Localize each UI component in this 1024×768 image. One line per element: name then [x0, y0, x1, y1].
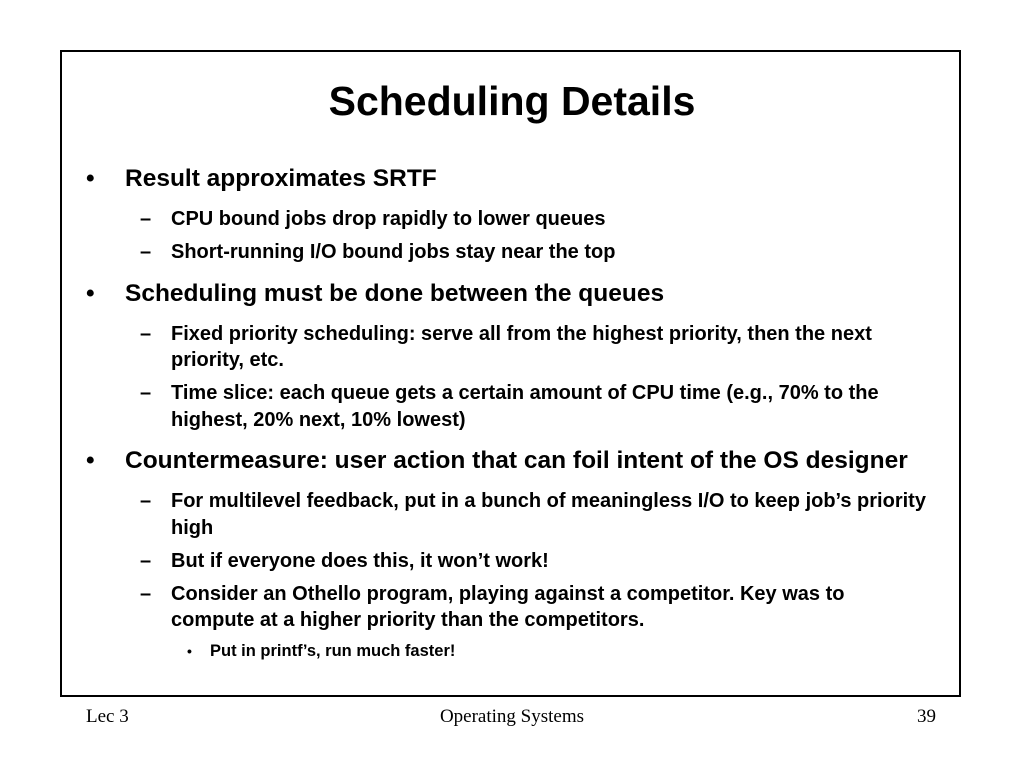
sub-bullet-item	[140, 380, 931, 433]
dash-marker: –	[140, 582, 152, 605]
sub-bullet-text: Fixed priority scheduling: serve all from the highest priority, then the next priority, etc.	[171, 322, 872, 371]
dash-marker: –	[140, 549, 152, 572]
bullet-marker: •	[187, 643, 192, 659]
sub-bullet-text: For multilevel feedback, put in a bunch of meaningless I/O to keep job’s priority high	[171, 490, 926, 539]
slide-title: Scheduling Details	[328, 78, 696, 124]
slide-content	[82, 162, 932, 673]
bullet-text: Scheduling must be done between the queues	[125, 279, 665, 307]
bullet-marker: •	[86, 165, 95, 192]
bullet-marker: •	[86, 447, 95, 474]
bullet-text: Countermeasure: user action that can foil intent of the OS designer	[125, 447, 908, 474]
sub-bullet-text: CPU bound jobs drop rapidly to lower queues	[171, 208, 606, 230]
dash-marker: –	[140, 490, 152, 512]
sub-bullet-item	[140, 321, 931, 374]
sub-bullet-item	[140, 581, 931, 634]
sub-bullet-item	[140, 239, 931, 266]
sub-sub-bullet-text: Put in printf’s, run much faster!	[210, 642, 456, 660]
sub-sub-bullet-item	[187, 640, 932, 662]
bullet-group-3	[82, 444, 932, 662]
sub-bullet-text: Time slice: each queue gets a certain amount of CPU time (e.g., 70% to the highest, 20% next, 10% lowest)	[171, 382, 879, 431]
bullet-text: Result approximates SRTF	[125, 165, 437, 192]
dash-marker: –	[140, 382, 152, 404]
sub-bullet-item	[140, 488, 931, 541]
dash-marker: –	[140, 241, 152, 263]
dash-marker: –	[140, 208, 152, 230]
sub-bullet-text: Short-running I/O bound jobs stay near the top	[171, 241, 616, 263]
bullet-item	[82, 277, 932, 310]
bullet-marker: •	[86, 279, 95, 307]
sub-bullet-item	[140, 548, 931, 575]
bullet-item	[82, 444, 932, 477]
sub-bullet-text: But if everyone does this, it won’t work!	[171, 549, 549, 572]
bullet-group-1	[82, 162, 932, 266]
sub-bullet-item	[140, 206, 931, 233]
sub-bullet-text: Consider an Othello program, playing against a competitor. Key was to compute at a higher priority than the competitors.	[171, 582, 845, 631]
dash-marker: –	[140, 322, 152, 345]
footer-page-number: 39	[917, 706, 936, 727]
bullet-item	[82, 162, 932, 195]
footer-course: Operating Systems	[439, 706, 585, 727]
footer-lecture: Lec 3	[86, 706, 129, 727]
bullet-group-2	[82, 277, 932, 434]
